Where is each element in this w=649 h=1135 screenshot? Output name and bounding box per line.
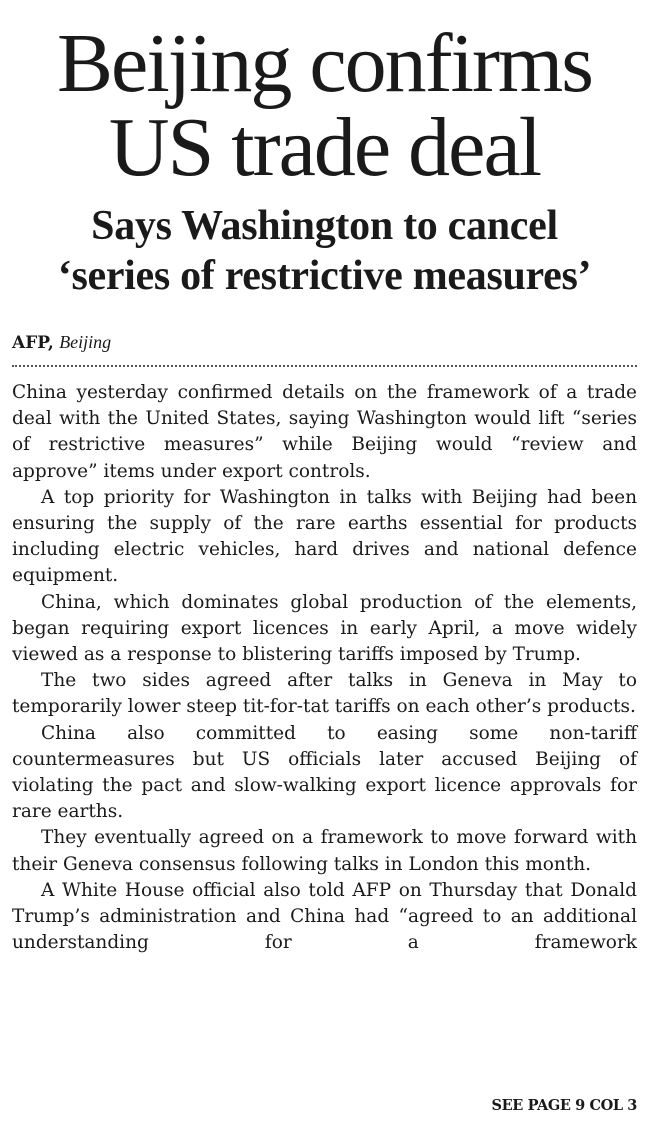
byline [12,331,111,354]
subheadline-line-2: ‘series of restrictive measures’ [57,253,592,299]
headline [0,17,649,194]
article-paragraph: China yesterday confirmed details on the framework of a trade deal with the United States, saying Washington would lift “series of restrictive measures” while Beijing would “review and approve” items under export controls. [12,382,637,482]
byline-dateline: Beijing [59,332,112,352]
byline-agency: AFP, [12,333,54,353]
article-paragraph: The two sides agreed after talks in Geneva in May to temporarily lower steep tit-for-tat tariffs on each other’s products. [12,670,637,718]
headline-line-2: US trade deal [108,101,541,194]
article-body [12,380,637,956]
headline-line-1: Beijing confirms [57,17,592,110]
article-paragraph: China, which dominates global production of the elements, began requiring export licences in early April, a move widely viewed as a response to blistering tariffs imposed by Trump. [12,591,637,666]
article-paragraph: A White House official also told AFP on Thursday that Donald Trump’s administration and China had “agreed to an additional understanding for a framework [12,879,637,954]
article-paragraph: They eventually agreed on a framework to move forward with their Geneva consensus following talks in London this month. [12,827,637,875]
subheadline-line-1: Says Washington to cancel [91,203,558,249]
subheadline [0,201,649,301]
article-paragraph: China also committed to easing some non-tariff countermeasures but US officials later accused Beijing of violating the pact and slow-walking export licence approvals for rare earths. [12,722,637,823]
article-paragraph: A top priority for Washington in talks with Beijing had been ensuring the supply of the rare earths essential for products including electric vehicles, hard drives and national defence equipment. [12,486,637,587]
dotted-divider [12,365,637,367]
continuation-link[interactable]: SEE PAGE 9 COL 3 [491,1097,637,1114]
